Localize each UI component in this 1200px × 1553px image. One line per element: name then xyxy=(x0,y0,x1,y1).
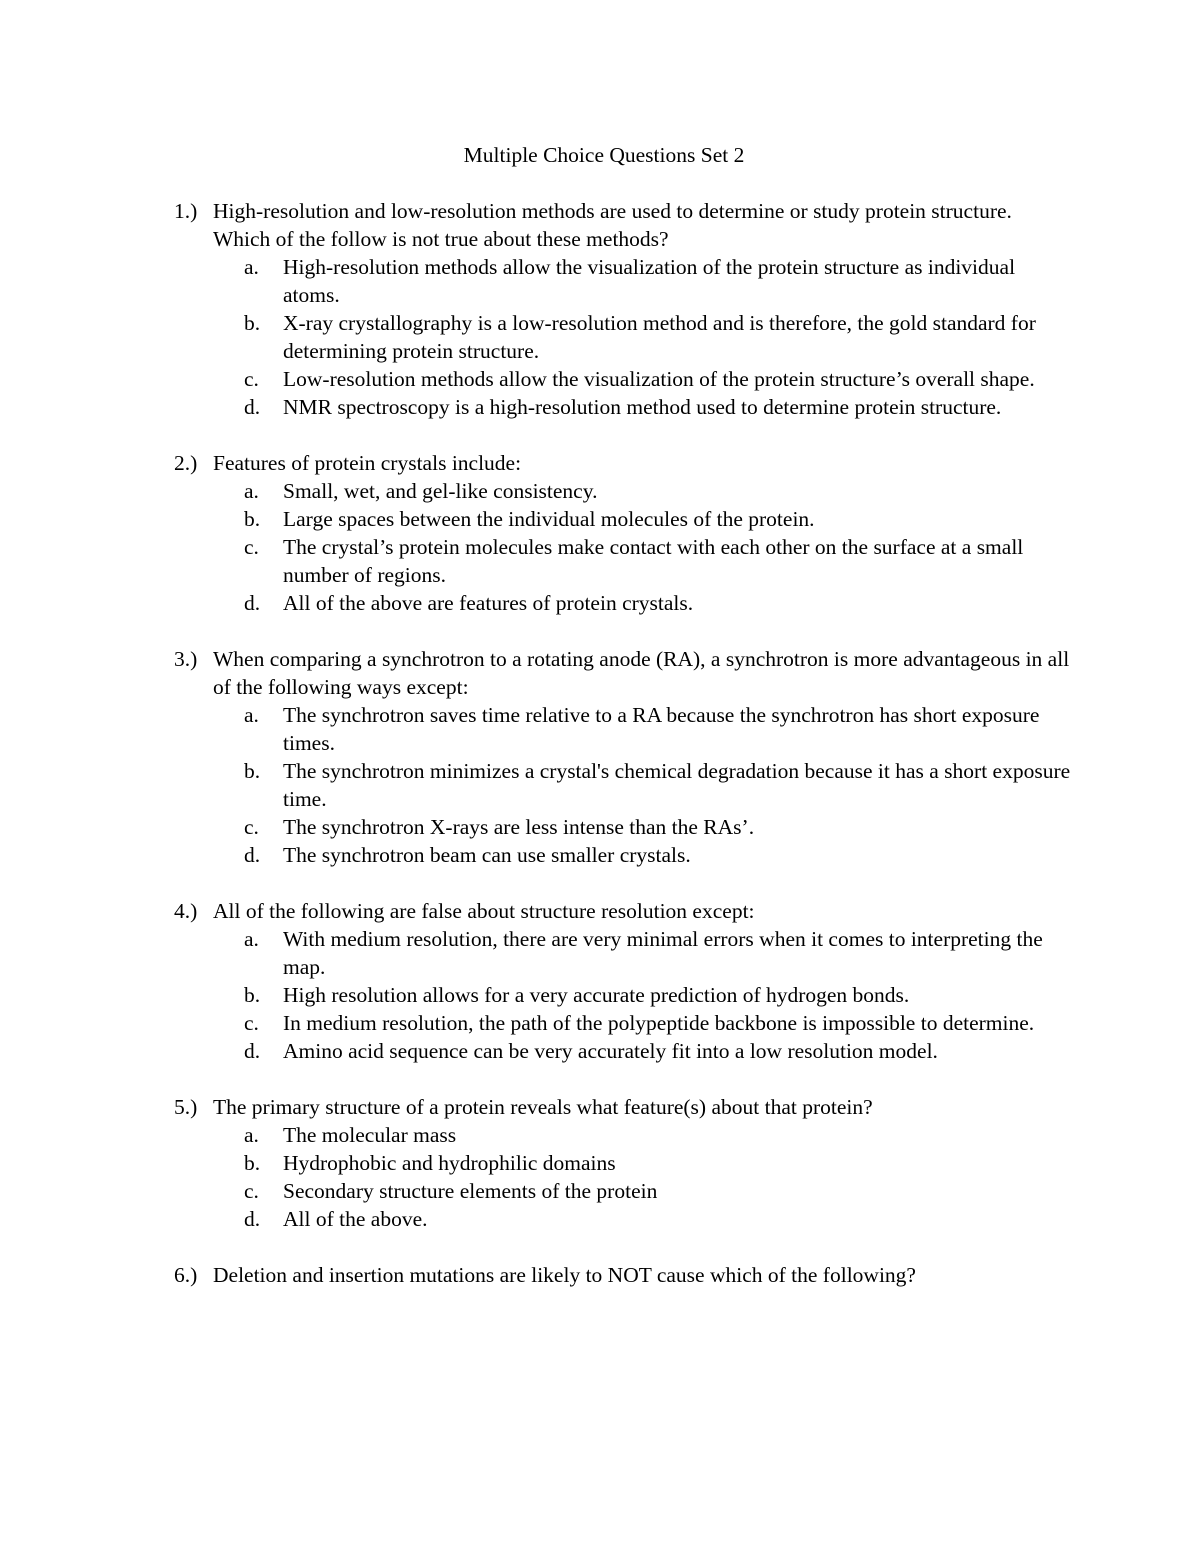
answer-option xyxy=(244,701,1074,757)
question-text: The primary structure of a protein reveals what feature(s) about that protein? xyxy=(213,1095,873,1119)
option-letter: a. xyxy=(244,927,259,951)
answer-option xyxy=(244,1009,1074,1037)
question-stem xyxy=(174,1093,1074,1121)
option-letter: a. xyxy=(244,703,259,727)
option-text: High-resolution methods allow the visualization of the protein structure as individual atoms. xyxy=(283,255,1016,307)
option-text: All of the above. xyxy=(283,1207,428,1231)
option-text: X-ray crystallography is a low-resolution method and is therefore, the gold standard for determining protein structure. xyxy=(283,311,1036,363)
question-item xyxy=(174,1093,1074,1233)
answer-options xyxy=(174,1121,1074,1233)
option-letter: b. xyxy=(244,507,261,531)
question-item xyxy=(174,645,1074,869)
question-item xyxy=(174,1261,1074,1289)
answer-option xyxy=(244,1121,1074,1149)
option-letter: c. xyxy=(244,1011,259,1035)
answer-options xyxy=(174,253,1074,421)
question-number: 6.) xyxy=(174,1263,198,1287)
option-letter: d. xyxy=(244,1039,261,1063)
answer-option xyxy=(244,1037,1074,1065)
option-letter: b. xyxy=(244,983,261,1007)
question-number: 3.) xyxy=(174,647,198,671)
answer-option xyxy=(244,1149,1074,1177)
answer-options xyxy=(174,477,1074,617)
option-letter: b. xyxy=(244,1151,261,1175)
option-text: Large spaces between the individual molecules of the protein. xyxy=(283,507,815,531)
option-text: The crystal’s protein molecules make contact with each other on the surface at a small number of regions. xyxy=(283,535,1024,587)
option-letter: c. xyxy=(244,367,259,391)
option-letter: d. xyxy=(244,395,261,419)
option-text: The synchrotron saves time relative to a RA because the synchrotron has short exposure times. xyxy=(283,703,1040,755)
option-letter: b. xyxy=(244,759,261,783)
option-text: Low-resolution methods allow the visualization of the protein structure’s overall shape. xyxy=(283,367,1035,391)
question-stem xyxy=(174,1261,1074,1289)
option-letter: c. xyxy=(244,535,259,559)
question-text: High-resolution and low-resolution methods are used to determine or study protein structure. Which of the follow is not true about these methods? xyxy=(213,199,1012,251)
answer-option xyxy=(244,365,1074,393)
answer-option xyxy=(244,589,1074,617)
option-text: High resolution allows for a very accurate prediction of hydrogen bonds. xyxy=(283,983,910,1007)
option-letter: b. xyxy=(244,311,261,335)
question-stem xyxy=(174,197,1074,253)
option-text: Secondary structure elements of the protein xyxy=(283,1179,658,1203)
question-text: Features of protein crystals include: xyxy=(213,451,522,475)
answer-options xyxy=(174,701,1074,869)
answer-option xyxy=(244,813,1074,841)
option-text: The synchrotron X-rays are less intense than the RAs’. xyxy=(283,815,755,839)
answer-option xyxy=(244,841,1074,869)
answer-option xyxy=(244,1177,1074,1205)
option-text: The molecular mass xyxy=(283,1123,457,1147)
question-item xyxy=(174,897,1074,1065)
page-title: Multiple Choice Questions Set 2 xyxy=(463,143,745,167)
option-text: The synchrotron minimizes a crystal's chemical degradation because it has a short exposure time. xyxy=(283,759,1071,811)
question-stem xyxy=(174,449,1074,477)
question-text: When comparing a synchrotron to a rotating anode (RA), a synchrotron is more advantageous in all of the following ways except: xyxy=(213,647,1070,699)
question-text: Deletion and insertion mutations are likely to NOT cause which of the following? xyxy=(213,1263,916,1287)
option-letter: d. xyxy=(244,591,261,615)
answer-option xyxy=(244,253,1074,309)
option-text: Amino acid sequence can be very accurately fit into a low resolution model. xyxy=(283,1039,938,1063)
answer-option xyxy=(244,533,1074,589)
option-text: All of the above are features of protein crystals. xyxy=(283,591,694,615)
question-number: 2.) xyxy=(174,451,198,475)
question-number: 5.) xyxy=(174,1095,198,1119)
option-letter: c. xyxy=(244,1179,259,1203)
option-text: NMR spectroscopy is a high-resolution method used to determine protein structure. xyxy=(283,395,1002,419)
question-number: 4.) xyxy=(174,899,198,923)
option-text: In medium resolution, the path of the polypeptide backbone is impossible to determine. xyxy=(283,1011,1035,1035)
answer-option xyxy=(244,1205,1074,1233)
answer-option xyxy=(244,505,1074,533)
answer-option xyxy=(244,757,1074,813)
option-text: Small, wet, and gel-like consistency. xyxy=(283,479,598,503)
answer-options xyxy=(174,925,1074,1065)
option-text: The synchrotron beam can use smaller crystals. xyxy=(283,843,691,867)
option-letter: d. xyxy=(244,1207,261,1231)
option-letter: c. xyxy=(244,815,259,839)
answer-option xyxy=(244,393,1074,421)
option-letter: a. xyxy=(244,255,259,279)
question-stem xyxy=(174,897,1074,925)
option-text: With medium resolution, there are very minimal errors when it comes to interpreting the map. xyxy=(283,927,1043,979)
option-letter: a. xyxy=(244,1123,259,1147)
question-number: 1.) xyxy=(174,199,198,223)
option-letter: d. xyxy=(244,843,261,867)
question-item xyxy=(174,197,1074,421)
question-text: All of the following are false about structure resolution except: xyxy=(213,899,755,923)
answer-option xyxy=(244,981,1074,1009)
answer-option xyxy=(244,925,1074,981)
question-stem xyxy=(174,645,1074,701)
option-text: Hydrophobic and hydrophilic domains xyxy=(283,1151,616,1175)
question-item xyxy=(174,449,1074,617)
answer-option xyxy=(244,309,1074,365)
answer-option xyxy=(244,477,1074,505)
question-list xyxy=(174,197,1074,1317)
option-letter: a. xyxy=(244,479,259,503)
